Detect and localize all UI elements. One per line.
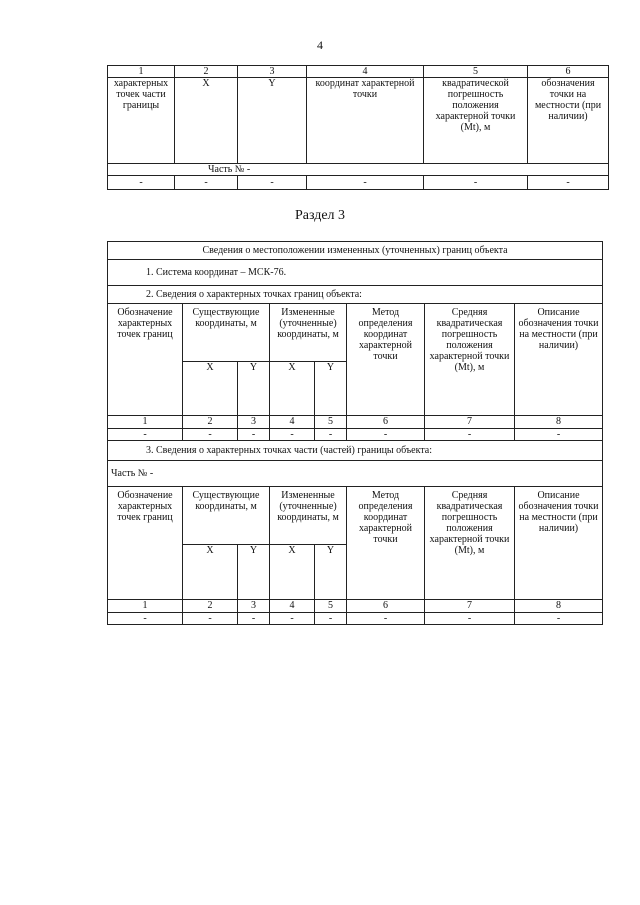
- header-row: [108, 78, 609, 164]
- cell: -: [238, 429, 270, 441]
- header-error: Средняя квадратическая погрешность положения характерной точки (Mt), м: [425, 487, 515, 600]
- s2-data-row: [108, 429, 603, 441]
- cell: -: [315, 429, 347, 441]
- header-existing: Существующие координаты, м: [183, 304, 270, 362]
- col-number: 4: [270, 416, 315, 429]
- col-number: 2: [175, 66, 238, 78]
- cell: -: [108, 429, 183, 441]
- header-x: X: [270, 545, 315, 600]
- section-2-title: 2. Сведения о характерных точках границ объекта:: [108, 286, 603, 304]
- coord-system: 1. Система координат – МСК-76.: [108, 260, 603, 286]
- header-y: Y: [315, 545, 347, 600]
- col-number: 7: [425, 416, 515, 429]
- header-description: обозначения точки на местности (при наличии): [528, 78, 609, 164]
- s3-part-row: [108, 461, 603, 487]
- cell: -: [270, 429, 315, 441]
- coord-system-row: [108, 260, 603, 286]
- col-number: 5: [315, 600, 347, 613]
- header-error: квадратической погрешность положения характерной точки (Mt), м: [424, 78, 528, 164]
- s3-header-row: [108, 487, 603, 545]
- cell: -: [307, 176, 424, 190]
- header-error: Средняя квадратическая погрешность положения характерной точки (Mt), м: [425, 304, 515, 416]
- header-method: Метод определения координат характерной точки: [347, 487, 425, 600]
- header-x: X: [270, 362, 315, 416]
- s2-column-number-row: [108, 416, 603, 429]
- header-existing: Существующие координаты, м: [183, 487, 270, 545]
- header-designation: Обозначение характерных точек границ: [108, 304, 183, 416]
- header-y: Y: [238, 362, 270, 416]
- cell: -: [425, 429, 515, 441]
- data-row: [108, 176, 609, 190]
- col-number: 8: [515, 416, 603, 429]
- cell: -: [238, 613, 270, 625]
- part-label: Часть № -: [108, 461, 603, 487]
- cell: -: [528, 176, 609, 190]
- cell: -: [315, 613, 347, 625]
- col-number: 6: [528, 66, 609, 78]
- col-number: 5: [315, 416, 347, 429]
- header-y: Y: [238, 545, 270, 600]
- header-y: Y: [238, 78, 307, 164]
- s3-column-number-row: [108, 600, 603, 613]
- cell: -: [270, 613, 315, 625]
- col-number: 1: [108, 600, 183, 613]
- cell: -: [238, 176, 307, 190]
- col-number: 1: [108, 66, 175, 78]
- col-number: 1: [108, 416, 183, 429]
- col-number: 5: [424, 66, 528, 78]
- s2-header-row: [108, 304, 603, 362]
- header-description: Описание обозначения точки на местности (при наличии): [515, 487, 603, 600]
- cell: -: [347, 613, 425, 625]
- section-3-title: 3. Сведения о характерных точках части (частей) границы объекта:: [108, 441, 603, 461]
- s3-title-row: [108, 441, 603, 461]
- col-number: 2: [183, 416, 238, 429]
- header-description: Описание обозначения точки на местности (при наличии): [515, 304, 603, 416]
- s2-title-row: [108, 286, 603, 304]
- col-number: 3: [238, 416, 270, 429]
- header-designation: Обозначение характерных точек границ: [108, 487, 183, 600]
- col-number: 8: [515, 600, 603, 613]
- cell: -: [515, 429, 603, 441]
- col-number: 6: [347, 600, 425, 613]
- col-number: 2: [183, 600, 238, 613]
- page-number: 4: [317, 38, 323, 52]
- header-changed: Измененные (уточненные) координаты, м: [270, 304, 347, 362]
- part-label: Часть № -: [108, 164, 609, 176]
- cell: -: [175, 176, 238, 190]
- header-x: X: [175, 78, 238, 164]
- cell: -: [108, 613, 183, 625]
- cell: -: [425, 613, 515, 625]
- col-number: 6: [347, 416, 425, 429]
- cell: -: [347, 429, 425, 441]
- header-y: Y: [315, 362, 347, 416]
- col-number: 3: [238, 66, 307, 78]
- cell: -: [515, 613, 603, 625]
- continued-table: [107, 65, 609, 190]
- table-title: Сведения о местоположении измененных (уточненных) границ объекта: [108, 242, 603, 260]
- cell: -: [183, 429, 238, 441]
- table-title-row: [108, 242, 603, 260]
- s3-data-row: [108, 613, 603, 625]
- cell: -: [183, 613, 238, 625]
- col-number: 4: [270, 600, 315, 613]
- section-title: Раздел 3: [294, 208, 346, 223]
- header-x: X: [183, 362, 238, 416]
- section-3-table: [107, 241, 603, 625]
- cell: -: [424, 176, 528, 190]
- cell: -: [108, 176, 175, 190]
- col-number: 3: [238, 600, 270, 613]
- header-x: X: [183, 545, 238, 600]
- header-method: Метод определения координат характерной точки: [347, 304, 425, 416]
- column-number-row: [108, 66, 609, 78]
- col-number: 4: [307, 66, 424, 78]
- header-method: координат характерной точки: [307, 78, 424, 164]
- part-row: [108, 164, 609, 176]
- header-point-designation: характерных точек части границы: [108, 78, 175, 164]
- header-changed: Измененные (уточненные) координаты, м: [270, 487, 347, 545]
- col-number: 7: [425, 600, 515, 613]
